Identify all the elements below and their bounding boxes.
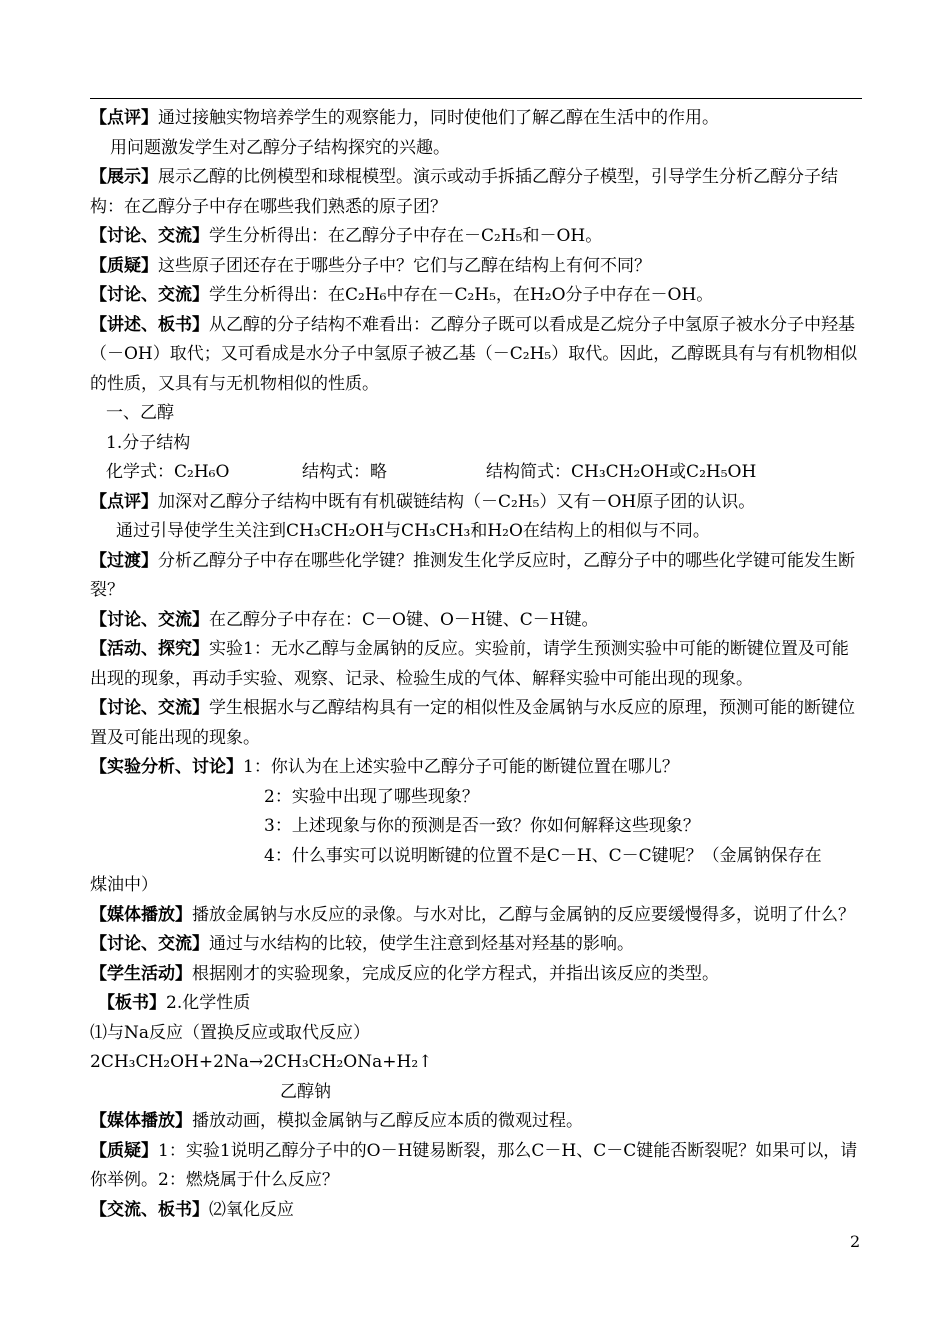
question-item xyxy=(90,842,862,872)
paragraph-text: 通过引导使学生关注到CH₃CH₂OH与CH₃CH₃和H₂O在结构上的相似与不同。 xyxy=(116,521,710,541)
paragraph-board xyxy=(90,989,862,1019)
paragraph-discussion-1 xyxy=(90,222,862,252)
section-tag: 【讲述、板书】 xyxy=(90,314,209,335)
paragraph-media-1 xyxy=(90,901,862,931)
paragraph-discussion-2 xyxy=(90,281,862,311)
heading-ethanol xyxy=(90,399,862,429)
paragraph-lecture xyxy=(90,311,862,400)
section-tag: 【交流、板书】 xyxy=(90,1199,209,1220)
structural-formula: 结构式：略 xyxy=(302,462,387,482)
heading-molecular-structure xyxy=(90,429,862,459)
section-tag: 【质疑】 xyxy=(90,1140,158,1161)
paragraph-text: ⑵氧化反应 xyxy=(209,1199,294,1220)
page-number: 2 xyxy=(850,1232,861,1251)
paragraph-text: 学生根据水与乙醇结构具有一定的相似性及金属钠与水反应的原理，预测可能的断键位置及可能出现的现象。 xyxy=(90,698,855,748)
paragraph-continuation xyxy=(90,134,862,164)
paragraph-text: 通过与水结构的比较，使学生注意到烃基对羟基的影响。 xyxy=(209,934,634,954)
equation-text: 2CH₃CH₂OH+2Na→2CH₃CH₂ONa+H₂↑ xyxy=(90,1052,433,1072)
section-tag: 【板书】 xyxy=(98,993,166,1013)
paragraph-activity xyxy=(90,635,862,694)
question-text: 3：上述现象与你的预测是否一致？你如何解释这些现象？ xyxy=(264,816,700,836)
paragraph-comment-2 xyxy=(90,488,862,518)
section-tag: 【讨论、交流】 xyxy=(90,285,209,305)
section-tag: 【过渡】 xyxy=(90,550,158,571)
paragraph-text: 实验1：无水乙醇与金属钠的反应。实验前，请学生预测实验中可能的断键位置及可能出现的现象，再动手实验、观察、记录、检验生成的气体、解释实验中可能出现的现象。 xyxy=(90,639,849,689)
paragraph-display xyxy=(90,163,862,222)
chemical-formula: 化学式：C₂H₆O xyxy=(106,462,230,482)
paragraph-text: 1：你认为在上述实验中乙醇分子可能的断键位置在哪儿？ xyxy=(243,757,679,777)
section-tag: 【质疑】 xyxy=(90,255,158,276)
section-tag: 【讨论、交流】 xyxy=(90,698,209,718)
condensed-formula: 结构简式：CH₃CH₂OH或C₂H₅OH xyxy=(486,462,757,482)
paragraph-text: 用问题激发学生对乙醇分子结构探究的兴趣。 xyxy=(110,137,450,158)
paragraph-transition xyxy=(90,547,862,606)
paragraph-text: 播放金属钠与水反应的录像。与水对比，乙醇与金属钠的反应要缓慢得多，说明了什么？ xyxy=(192,904,855,925)
paragraph-text: 通过接触实物培养学生的观察能力，同时使他们了解乙醇在生活中的作用。 xyxy=(158,108,719,128)
section-tag: 【活动、探究】 xyxy=(90,639,209,659)
paragraph-media-2 xyxy=(90,1107,862,1137)
paragraph-text: 分析乙醇分子中存在哪些化学键？推测发生化学反应时，乙醇分子中的哪些化学键可能发生断裂？ xyxy=(90,550,855,600)
paragraph-discussion-3 xyxy=(90,606,862,636)
reaction-equation xyxy=(90,1048,862,1078)
paragraph-continuation xyxy=(90,517,862,547)
paragraph-text: 播放动画，模拟金属钠与乙醇反应本质的微观过程。 xyxy=(192,1111,583,1131)
heading-text: 1.分子结构 xyxy=(106,432,191,453)
product-name: 乙醇钠 xyxy=(280,1081,331,1102)
section-tag: 【讨论、交流】 xyxy=(90,609,209,630)
question-item xyxy=(90,783,862,813)
section-tag: 【实验分析、讨论】 xyxy=(90,757,243,777)
paragraph-experiment-analysis xyxy=(90,753,862,783)
paragraph-discussion-5 xyxy=(90,930,862,960)
paragraph-text: 2.化学性质 xyxy=(166,993,251,1013)
reaction-text: ⑴与Na反应（置换反应或取代反应） xyxy=(90,1022,371,1043)
section-tag: 【媒体播放】 xyxy=(90,1111,192,1131)
section-tag: 【展示】 xyxy=(90,167,158,187)
question-text: 煤油中） xyxy=(90,875,158,895)
section-tag: 【点评】 xyxy=(90,108,158,128)
section-tag: 【学生活动】 xyxy=(90,963,192,984)
section-tag: 【媒体播放】 xyxy=(90,904,192,925)
paragraph-exchange xyxy=(90,1196,862,1226)
document-body xyxy=(90,104,862,1225)
paragraph-question-2 xyxy=(90,1137,862,1196)
question-item xyxy=(90,812,862,842)
header-rule xyxy=(90,98,862,99)
paragraph-text: 学生分析得出：在C₂H₆中存在－C₂H₅，在H₂O分子中存在－OH。 xyxy=(209,285,714,305)
question-text: 4：什么事实可以说明断键的位置不是C－H、C－C键呢？（金属钠保存在 xyxy=(264,845,822,866)
section-tag: 【讨论、交流】 xyxy=(90,934,209,954)
section-tag: 【点评】 xyxy=(90,491,158,512)
section-tag: 【讨论、交流】 xyxy=(90,226,209,246)
product-label xyxy=(90,1078,862,1108)
paragraph-question-1 xyxy=(90,252,862,282)
paragraph-text: 根据刚才的实验现象，完成反应的化学方程式，并指出该反应的类型。 xyxy=(192,963,719,984)
reaction-heading xyxy=(90,1019,862,1049)
paragraph-student-activity xyxy=(90,960,862,990)
paragraph-text: 加深对乙醇分子结构中既有有机碳链结构（－C₂H₅）又有－OH原子团的认识。 xyxy=(158,491,756,512)
paragraph-text: 1：实验1说明乙醇分子中的O－H键易断裂，那么C－H、C－C键能否断裂呢？如果可以，请你举例。2：燃烧属于什么反应？ xyxy=(90,1140,858,1190)
formula-line xyxy=(90,458,862,488)
paragraph-text: 展示乙醇的比例模型和球棍模型。演示或动手拆插乙醇分子模型，引导学生分析乙醇分子结构：在乙醇分子中存在哪些我们熟悉的原子团？ xyxy=(90,167,838,217)
question-continuation xyxy=(90,871,862,901)
paragraph-text: 这些原子团还存在于哪些分子中？它们与乙醇在结构上有何不同？ xyxy=(158,255,651,276)
paragraph-comment-1 xyxy=(90,104,862,134)
paragraph-text: 在乙醇分子中存在：C－O键、O－H键、C－H键。 xyxy=(209,609,599,630)
paragraph-discussion-4 xyxy=(90,694,862,753)
paragraph-text: 学生分析得出：在乙醇分子中存在－C₂H₅和－OH。 xyxy=(209,226,603,246)
heading-text: 一、乙醇 xyxy=(106,403,174,423)
paragraph-text: 从乙醇的分子结构不难看出：乙醇分子既可以看成是乙烷分子中氢原子被水分子中羟基（－OH）取代；又可看成是水分子中氢原子被乙基（－C₂H₅）取代。因此，乙醇既具有与有机物相似的性质，又具有与无机物相似的性质。 xyxy=(90,314,858,394)
question-text: 2：实验中出现了哪些现象？ xyxy=(264,786,479,807)
